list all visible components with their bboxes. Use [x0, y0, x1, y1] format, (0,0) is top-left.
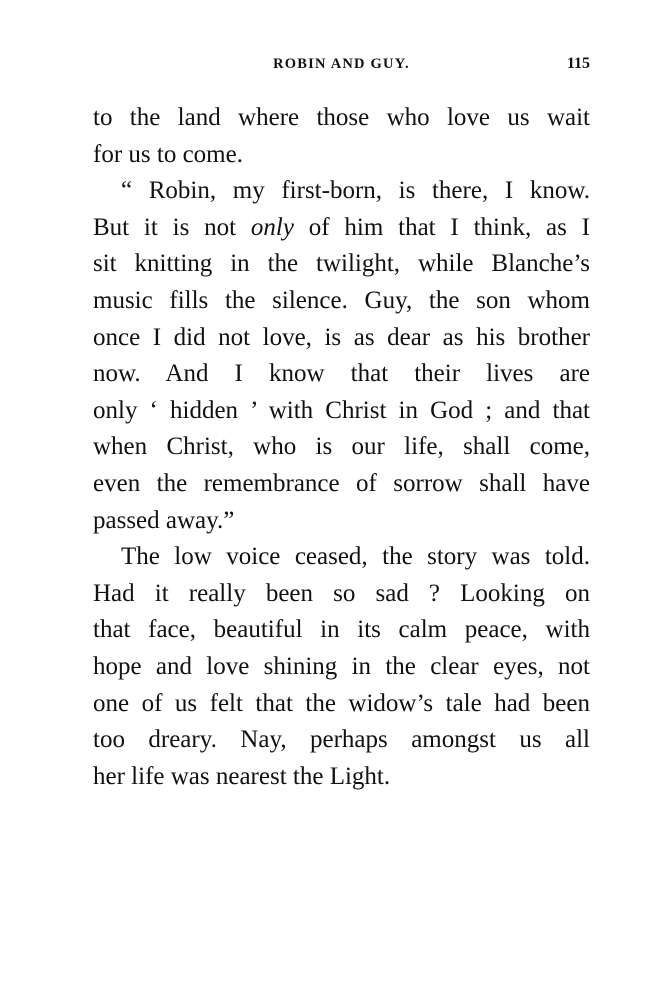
- text-line-4-part-1: But it is not: [93, 213, 251, 241]
- page-number: 115: [566, 55, 590, 72]
- text-line-5: sit knitting in the twilight, while Blanche’s: [93, 250, 590, 278]
- running-head: [93, 56, 590, 80]
- body-text: [93, 100, 590, 795]
- text-line-14: Had it really been so sad ? Looking on: [93, 579, 590, 607]
- text-line-3: “ Robin, my first-born, is there, I know.: [121, 177, 590, 205]
- text-line-17: one of us felt that the widow’s tale had been: [93, 689, 590, 717]
- text-line-11: even the remembrance of sorrow shall have: [93, 469, 590, 497]
- text-line-4-part-2: of him that I think, as I: [293, 213, 590, 241]
- text-line-8: now. And I know that their lives are: [93, 360, 590, 388]
- text-line-19: her life was nearest the Light.: [93, 762, 391, 790]
- text-line-13: The low voice ceased, the story was told.: [121, 543, 590, 571]
- text-line-12: passed away.”: [93, 506, 235, 534]
- text-line-10: when Christ, who is our life, shall come,: [93, 433, 590, 461]
- text-line-2: for us to come.: [93, 140, 243, 168]
- text-line-7: once I did not love, is as dear as his brother: [93, 323, 590, 351]
- text-line-16: hope and love shining in the clear eyes, not: [93, 652, 590, 680]
- italic-emphasis-only: only: [250, 213, 294, 241]
- running-title: ROBIN AND GUY.: [273, 56, 410, 72]
- text-line-4: [93, 210, 590, 247]
- text-line-15: that face, beautiful in its calm peace, with: [93, 616, 590, 644]
- text-line-18: too dreary. Nay, perhaps amongst us all: [93, 726, 590, 754]
- text-line-1: to the land where those who love us wait: [93, 104, 590, 131]
- text-line-9: only ‘ hidden ’ with Christ in God ; and that: [93, 396, 590, 424]
- text-line-6: music fills the silence. Guy, the son whom: [93, 286, 590, 314]
